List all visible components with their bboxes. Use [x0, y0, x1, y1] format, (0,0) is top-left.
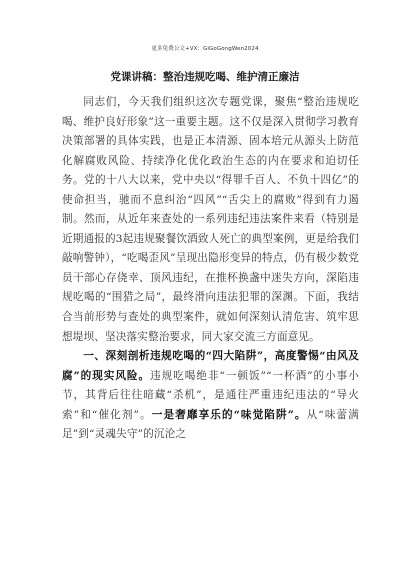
- section-one-text: 违规吃喝绝非“一顿饭”“一杯酒”的小事小节，其背后往往暗藏“杀机”，是通往严重违纪违法的“导火索”和“催化剂”。: [62, 369, 359, 421]
- point-one-heading: 一是奢靡享乐的“味觉陷阱”。: [151, 408, 307, 421]
- point-one-text: 从“味蕾满足”到“灵魂失守”的沉沦之: [62, 408, 359, 441]
- section-one-heading: 一、深刻剖析违规吃喝的“四大陷阱”，高度警惕“由风及腐”的现实风险。: [62, 350, 359, 382]
- document-title: 党课讲稿：整治违规吃喝、维护清正廉洁: [110, 71, 300, 83]
- page-header-note: 更多免费公文+VX：GiGoGongWen2024: [151, 46, 259, 52]
- document-body: [62, 93, 359, 445]
- paragraph-intro: 同志们，今天我们组织这次专题党课，聚焦“整治违规吃喝、维护良好形象”这一重要主题。这不仅是深入贯彻学习教育决策部署的具体实践，也是正本清源、固本培元从源头上防范化解腐败风险、持续净化优化政治生态的内在要求和迫切任务。党的十八大以来，党中央以“得罪千百人、不负十四亿”的使命担当，驰而不息纠治“四风”“舌尖上的腐败”得到有力遏制。然而，从近年来查处的一系列违纪违法案件来看（特别是近期通报的3起违规聚餐饮酒致人死亡的典型案例，更是给我们敲响警钟），“吃喝歪风”呈现出隐形变异的特点，仍有极少数党员干部心存侥幸、顶风违纪，在推杯换盏中迷失方向，深陷违规吃喝的“围猎之局”，最终滑向违法犯罪的深渊。下面，我结合当前形势与查处的典型案件，就如何深刻认清危害、筑牢思想堤坝、坚决落实整治要求，同大家交流三方面意见。: [62, 96, 359, 343]
- paragraph-section-one: [62, 347, 359, 445]
